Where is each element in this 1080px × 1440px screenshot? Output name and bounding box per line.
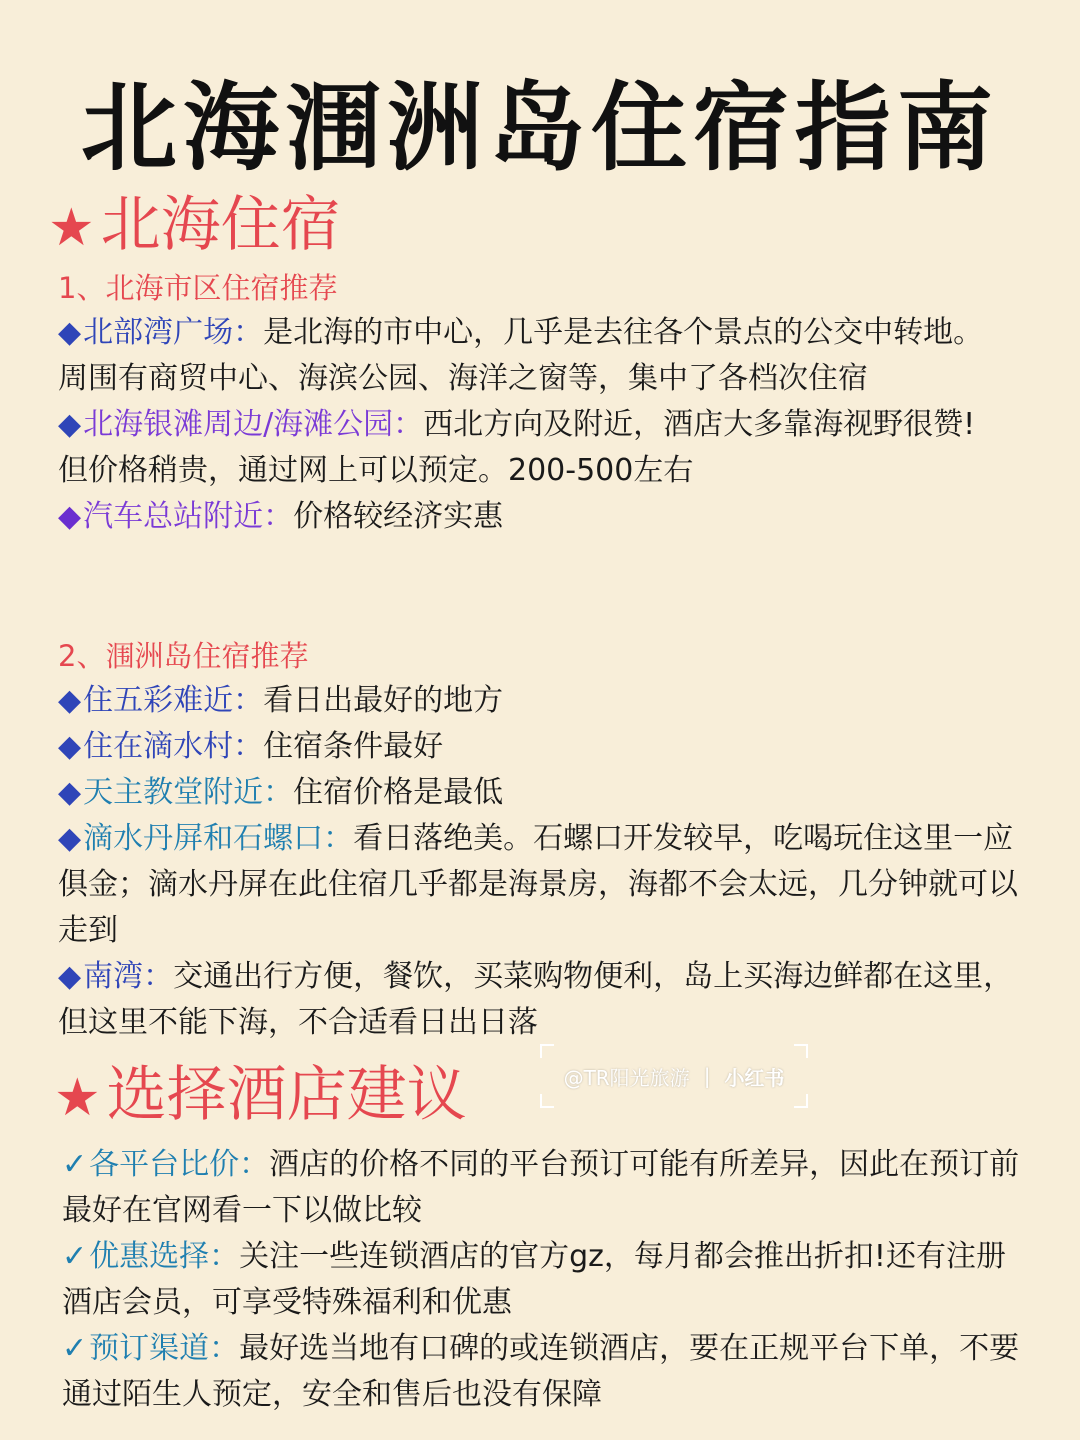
section-heading-label: 选择酒店建议 [106,1060,467,1130]
city-list [58,310,998,540]
item-label: 住在滴水村： [83,729,264,764]
section-heading-label: 北海住宿 [100,190,341,260]
subheading-city: 1、北海市区住宿推荐 [58,271,338,305]
watermark-separator: | [703,1064,711,1088]
watermark-corner [540,1044,554,1058]
list-item [62,1142,1030,1234]
watermark-corner [540,1094,554,1108]
list-item [58,954,1026,1046]
item-label: 北海银滩周边/海滩公园： [83,407,424,442]
item-text: 交通出行方便，餐饮，买菜购物便利，岛上买海边鲜都在这里，但这里不能下海，不合适看日出日落 [58,959,1014,1040]
watermark-corner [794,1044,808,1058]
diamond-icon: ◆ [58,499,82,534]
list-item [58,770,1026,816]
item-text: 价格较经济实惠 [293,499,504,534]
diamond-icon: ◆ [58,821,82,856]
watermark-corner [794,1094,808,1108]
list-item [62,1234,1030,1326]
page-title: 北海涠洲岛住宿指南 [81,72,999,184]
advice-list [62,1142,1030,1418]
list-item [58,310,998,402]
section-heading-beihai [48,190,341,263]
item-label: 北部湾广场： [83,315,264,350]
item-text: 是北海的市中心，几乎是去往各个景点的公交中转地。周围有商贸中心、海滨公园、海洋之窗等，集中了各档次住宿 [58,315,984,396]
item-text: 关注一些连锁酒店的官方gz，每月都会推出折扣!还有注册酒店会员，可享受特殊福利和优惠 [62,1239,1006,1320]
item-label: 住五彩难近： [83,683,264,718]
check-icon: ✓ [62,1239,88,1274]
check-icon: ✓ [62,1331,88,1366]
diamond-icon: ◆ [58,959,82,994]
item-text: 看日落绝美。石螺口开发较早，吃喝玩住这里一应俱金；滴水丹屏在此住宿几乎都是海景房，海都不会太远，几分钟就可以走到 [58,821,1018,948]
diamond-icon: ◆ [58,683,82,718]
item-text: 西北方向及附近，酒店大多靠海视野很赞!但价格稍贵，通过网上可以预定。200-500左右 [58,407,976,488]
item-label: 预订渠道： [89,1331,240,1366]
item-text: 最好选当地有口碑的或连锁酒店，要在正规平台下单，不要通过陌生人预定，安全和售后也没有保障 [62,1331,1020,1412]
star-icon: ★ [48,198,95,258]
list-item [58,494,998,540]
section-heading-hotel-advice [54,1060,467,1133]
watermark-brand: 小红书 [724,1065,785,1090]
list-item [58,678,1026,724]
list-item [58,816,1026,954]
item-label: 优惠选择： [89,1239,240,1274]
list-item [58,724,1026,770]
item-label: 各平台比价： [89,1147,270,1182]
item-label: 南湾： [83,959,174,994]
star-icon: ★ [54,1068,101,1128]
diamond-icon: ◆ [58,775,82,810]
check-icon: ✓ [62,1147,88,1182]
item-label: 滴水丹屏和石螺口： [83,821,354,856]
item-text: 看日出最好的地方 [263,683,504,718]
island-list [58,678,1026,1046]
diamond-icon: ◆ [58,729,82,764]
watermark [540,1044,808,1108]
diamond-icon: ◆ [58,407,82,442]
watermark-author: @TR阳光旅游 [563,1065,690,1090]
item-text: 住宿价格是最低 [293,775,504,810]
item-text: 酒店的价格不同的平台预订可能有所差异，因此在预订前最好在官网看一下以做比较 [62,1147,1020,1228]
list-item [62,1326,1030,1418]
item-text: 住宿条件最好 [263,729,444,764]
list-item [58,402,998,494]
item-label: 汽车总站附近： [83,499,294,534]
item-label: 天主教堂附近： [83,775,294,810]
subheading-island: 2、涠洲岛住宿推荐 [58,639,309,673]
diamond-icon: ◆ [58,315,82,350]
